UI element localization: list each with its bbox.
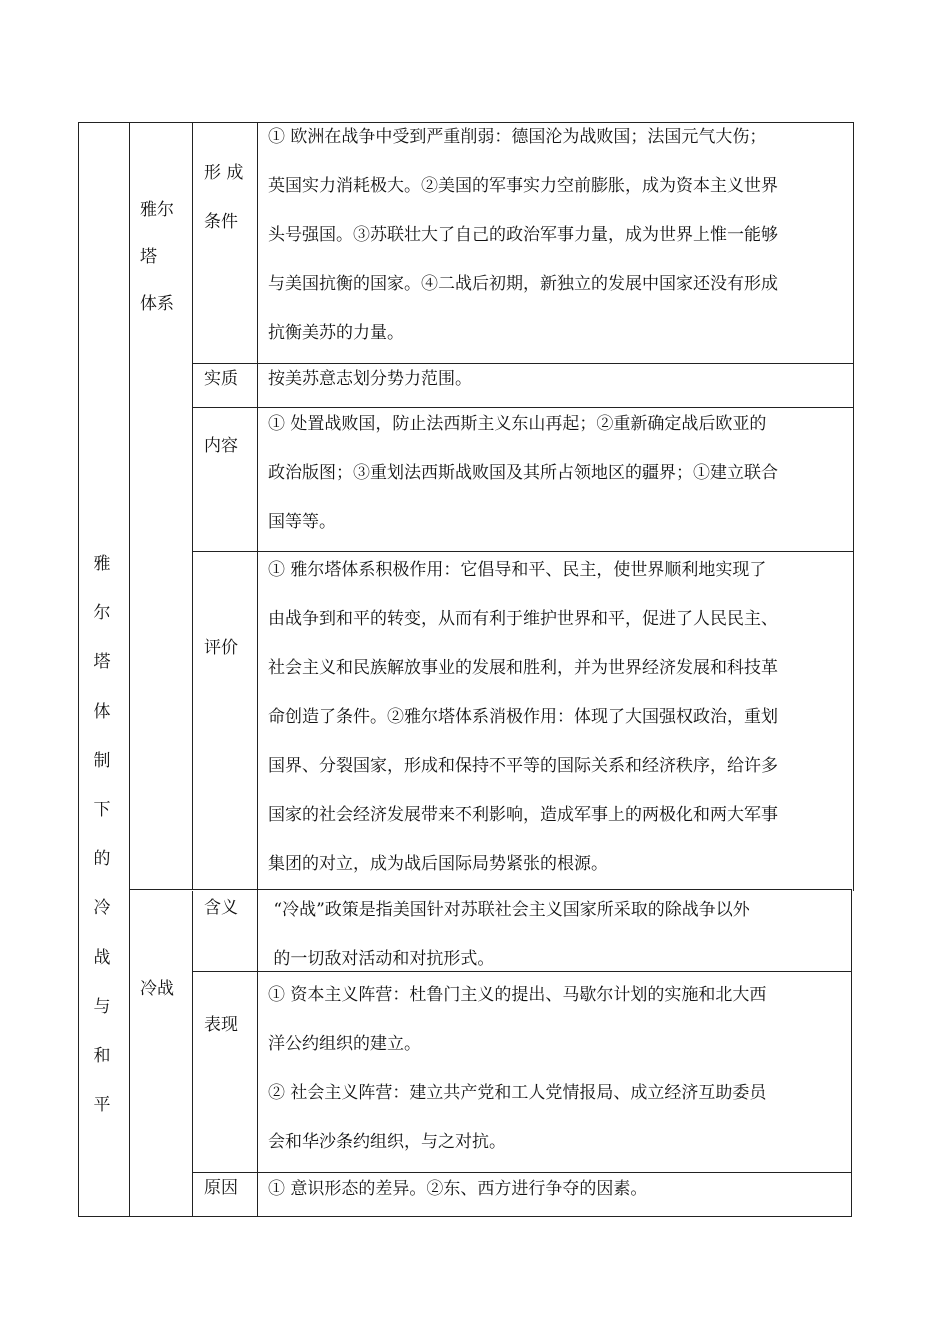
text-line: 社会主义和民族解放事业的发展和胜利，并为世界经济发展和科技革 bbox=[268, 658, 778, 678]
row-label-manifestation: 表现 bbox=[204, 1015, 238, 1035]
main-topic-char: 制 bbox=[93, 750, 111, 771]
cell-manifestation-content bbox=[268, 978, 766, 1174]
main-topic-char: 雅 bbox=[93, 554, 111, 574]
section-label-line: 体系 bbox=[140, 294, 174, 314]
text-line: ① 欧洲在战争中受到严重削弱：德国沦为战败国；法国元气大伤； bbox=[268, 127, 767, 147]
text-line: ① 意识形态的差异。②东、西方进行争夺的因素。 bbox=[268, 1179, 648, 1199]
table-right-border bbox=[851, 889, 852, 1217]
text-line: “冷战”政策是指美国针对苏联社会主义国家所采取的除战争以外 bbox=[268, 900, 750, 920]
column-divider bbox=[129, 122, 130, 1217]
text-line: 集团的对立，成为战后国际局势紧张的根源。 bbox=[268, 854, 608, 874]
main-topic-char: 与 bbox=[93, 996, 111, 1017]
row-label-evaluation: 评价 bbox=[204, 638, 238, 658]
main-topic-char: 和 bbox=[93, 1046, 111, 1067]
text-line: ① 雅尔塔体系积极作用：它倡导和平、民主，使世界顺利地实现了 bbox=[268, 560, 767, 580]
section-label-line: 雅尔 bbox=[140, 200, 174, 220]
cell-formation-content bbox=[268, 120, 778, 365]
text-line: 按美苏意志划分势力范围。 bbox=[268, 369, 472, 389]
main-topic-char: 体 bbox=[93, 701, 111, 722]
main-topic-char: 塔 bbox=[93, 652, 111, 673]
cell-content-content bbox=[268, 407, 778, 554]
main-topic-char: 平 bbox=[93, 1095, 111, 1116]
text-line: 国界、分裂国家，形成和保持不平等的国际关系和经济秩序，给许多 bbox=[268, 756, 778, 776]
main-topic-char: 的 bbox=[93, 849, 111, 870]
column-divider bbox=[192, 122, 193, 889]
column-divider bbox=[192, 891, 193, 1217]
row-label-meaning: 含义 bbox=[204, 898, 238, 918]
text-line: 国家的社会经济发展带来不利影响，造成军事上的两极化和两大军事 bbox=[268, 805, 778, 825]
main-topic-char: 尔 bbox=[93, 603, 111, 624]
main-topic-char: 下 bbox=[93, 800, 111, 821]
text-line: 英国实力消耗极大。②美国的军事实力空前膨胀，成为资本主义世界 bbox=[268, 176, 778, 196]
main-topic-char: 冷 bbox=[93, 898, 111, 919]
section-label-line: 塔 bbox=[140, 247, 157, 267]
section-label-cold-war: 冷战 bbox=[140, 979, 174, 999]
text-line: 会和华沙条约组织，与之对抗。 bbox=[268, 1132, 506, 1152]
text-line: ② 社会主义阵营：建立共产党和工人党情报局、成立经济互助委员 bbox=[268, 1083, 767, 1103]
text-line: 与美国抗衡的国家。④二战后初期，新独立的发展中国家还没有形成 bbox=[268, 274, 778, 294]
text-line: 命创造了条件。②雅尔塔体系消极作用：体现了大国强权政治，重划 bbox=[268, 707, 778, 727]
row-label-cause: 原因 bbox=[204, 1178, 238, 1198]
cell-cause-content bbox=[268, 1172, 647, 1221]
table-left-border bbox=[78, 122, 79, 1217]
row-label-content: 内容 bbox=[204, 436, 238, 456]
main-topic-char: 战 bbox=[93, 947, 111, 968]
text-line: 的一切敌对活动和对抗形式。 bbox=[268, 949, 495, 969]
text-line: ① 处置战败国，防止法西斯主义东山再起；②重新确定战后欧亚的 bbox=[268, 414, 767, 434]
row-label-formation bbox=[204, 149, 243, 247]
cell-evaluation-content bbox=[268, 553, 778, 896]
text-line: 头号强国。③苏联壮大了自己的政治军事力量，成为世界上惟一能够 bbox=[268, 225, 778, 245]
column-divider bbox=[257, 122, 258, 1217]
text-line: 抗衡美苏的力量。 bbox=[268, 323, 404, 343]
text-line: 洋公约组织的建立。 bbox=[268, 1034, 421, 1054]
text-line: 由战争到和平的转变，从而有利于维护世界和平，促进了人民民主、 bbox=[268, 609, 778, 629]
main-topic-text bbox=[90, 540, 114, 1130]
table-right-border bbox=[853, 122, 854, 891]
section-label-yalta bbox=[140, 187, 174, 328]
row-label-line: 形 成 bbox=[204, 163, 244, 183]
row-label-line: 条件 bbox=[204, 212, 238, 232]
cell-essence-content bbox=[268, 362, 472, 411]
text-line: 国等等。 bbox=[268, 512, 336, 532]
row-label-essence: 实质 bbox=[204, 369, 238, 389]
text-line: ① 资本主义阵营：杜鲁门主义的提出、马歇尔计划的实施和北大西 bbox=[268, 985, 767, 1005]
cell-meaning-content bbox=[268, 893, 750, 991]
main-topic-label bbox=[90, 540, 114, 1130]
text-line: 政治版图；③重划法西斯战败国及其所占领地区的疆界；①建立联合 bbox=[268, 463, 778, 483]
